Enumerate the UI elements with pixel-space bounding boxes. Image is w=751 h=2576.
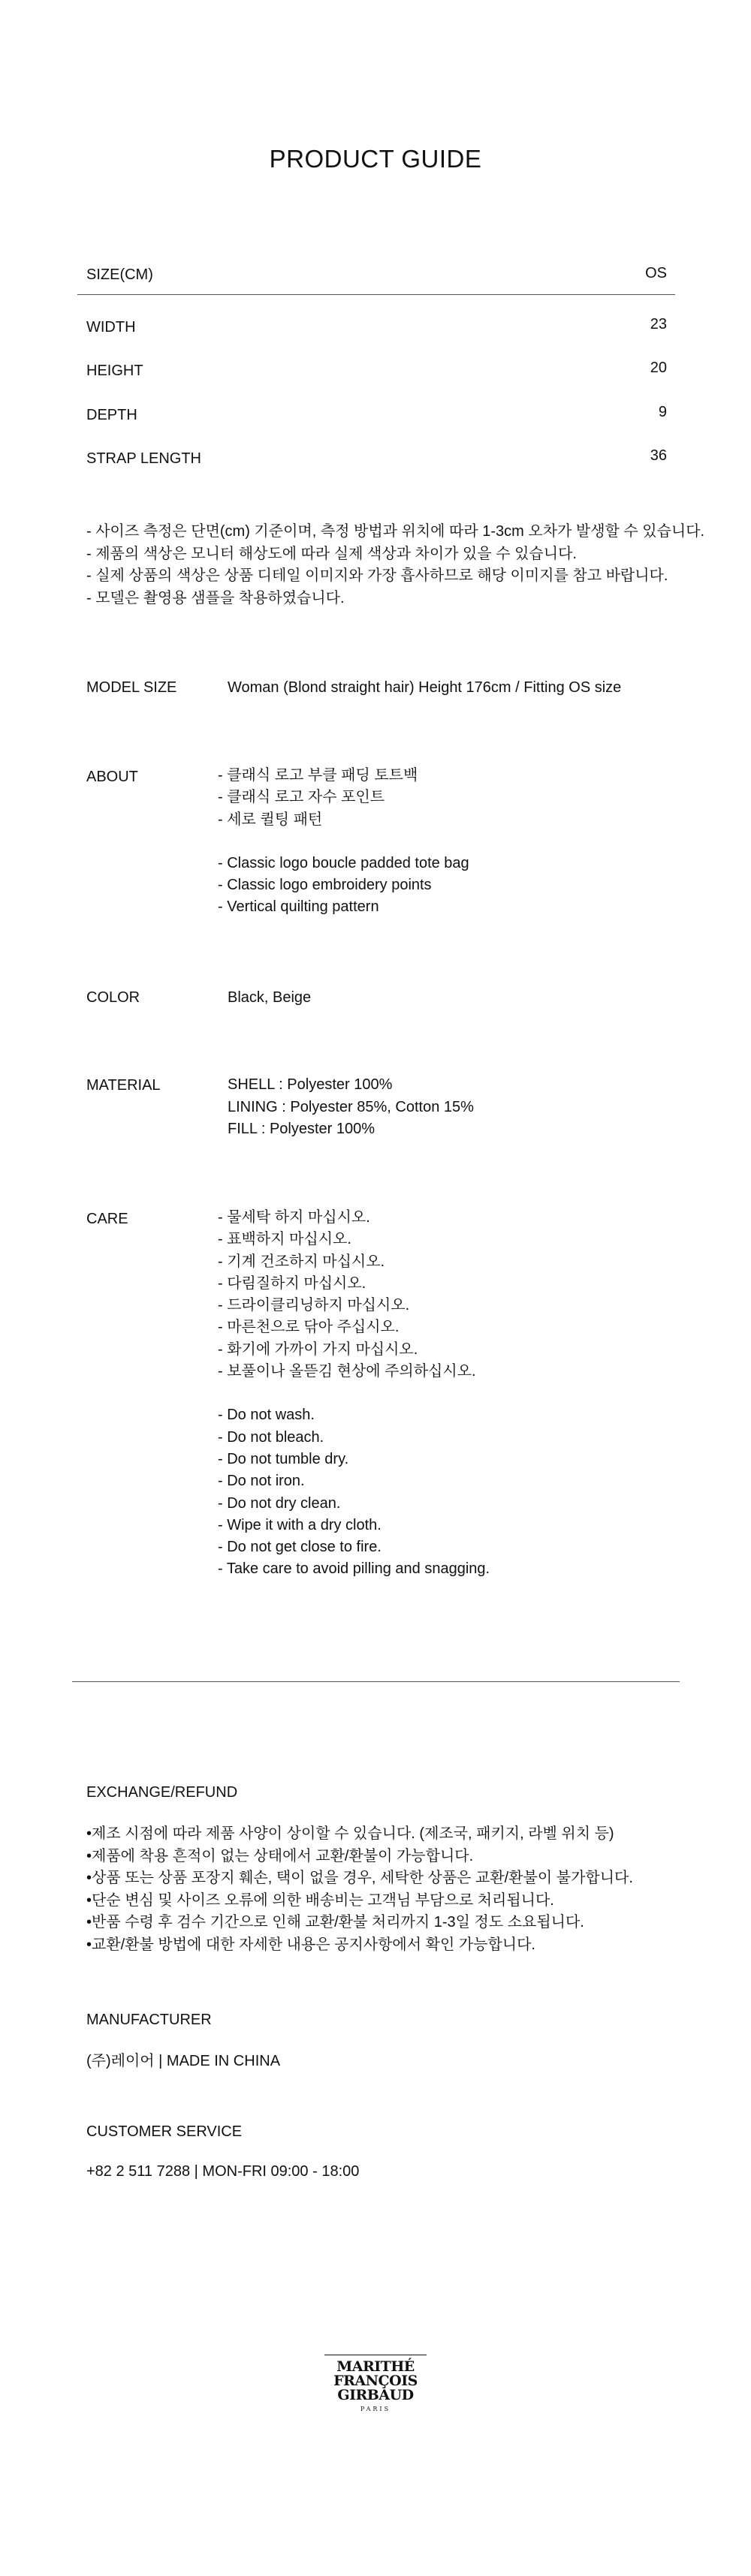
exchange-line: •교환/환불 방법에 대한 자세한 내용은 공지사항에서 확인 가능합니다. — [86, 1936, 535, 1953]
size-row-height-label: HEIGHT — [86, 363, 143, 379]
care-spacer — [218, 1383, 490, 1404]
note-line: - 사이즈 측정은 단면(cm) 기준이며, 측정 방법과 위치에 따라 1-3cm 오차가 발생할 수 있습니다. — [86, 523, 705, 540]
care-line: - Do not dry clean. — [218, 1494, 341, 1512]
size-row-depth-label: DEPTH — [86, 407, 137, 423]
size-row-height-value: 20 — [650, 360, 667, 376]
care-line: - 마른천으로 닦아 주십시오. — [218, 1319, 400, 1336]
exchange-line: •상품 또는 상품 포장지 훼손, 택이 없을 경우, 세탁한 상품은 교환/환불이 불가합니다. — [86, 1870, 633, 1886]
note-line: - 제품의 색상은 모니터 해상도에 따라 실제 색상과 차이가 있을 수 있습니다. — [86, 545, 577, 562]
care-line: - 드라이클리닝하지 마십시오. — [218, 1297, 410, 1314]
care-line: - 물세탁 하지 마십시오. — [218, 1209, 370, 1226]
about-line: - 클래식 로고 부클 패딩 토트백 — [218, 767, 418, 784]
about-line: - Classic logo embroidery points — [218, 877, 432, 894]
care-line: - 기계 건조하지 마십시오. — [218, 1253, 385, 1270]
exchange-line: •단순 변심 및 사이즈 오류에 의한 배송비는 고객님 부담으로 처리됩니다. — [86, 1891, 554, 1909]
logo-subtitle: PARIS — [360, 2406, 391, 2412]
about-body — [218, 765, 469, 919]
size-row-width-value: 23 — [650, 316, 667, 333]
about-line: - 세로 퀼팅 패턴 — [218, 811, 323, 828]
page-title: PRODUCT GUIDE — [269, 145, 482, 173]
note-line: - 실제 상품의 색상은 상품 디테일 이미지와 가장 흡사하므로 해당 이미지를 참고 바랍니다. — [86, 567, 668, 584]
brand-logo — [324, 2359, 427, 2421]
color-value: Black, Beige — [228, 989, 312, 1006]
care-line: - Take care to avoid pilling and snagging. — [218, 1560, 490, 1578]
care-line: - Do not tumble dry. — [218, 1450, 349, 1467]
customer-service-label: CUSTOMER SERVICE — [86, 2123, 243, 2140]
model-size-label: MODEL SIZE — [86, 679, 177, 696]
about-spacer — [218, 831, 469, 853]
material-line: LINING : Polyester 85%, Cotton 15% — [228, 1098, 474, 1115]
section-divider — [72, 1681, 680, 1682]
logo-line-2: FRANÇOIS — [333, 2373, 418, 2389]
care-line: - Do not iron. — [218, 1473, 305, 1490]
exchange-line: •반품 수령 후 검수 기간으로 인해 교환/환불 처리까지 1-3일 정도 소요됩니다. — [86, 1914, 584, 1930]
size-table-divider — [77, 294, 675, 295]
care-line: - Wipe it with a dry cloth. — [218, 1516, 382, 1533]
care-line: - Do not get close to fire. — [218, 1539, 382, 1556]
color-label: COLOR — [86, 989, 140, 1006]
logo-line-1: MARITHÉ — [336, 2358, 415, 2375]
about-line: - 클래식 로고 자수 포인트 — [218, 789, 385, 806]
care-line: - 보풀이나 올뜯김 현상에 주의하십시오. — [218, 1363, 476, 1380]
material-body — [228, 1074, 474, 1141]
size-notes — [86, 521, 704, 609]
care-line: - 다림질하지 마십시오. — [218, 1274, 366, 1292]
size-row-strap-label: STRAP LENGTH — [86, 450, 201, 467]
care-line: - 표백하지 마십시오. — [218, 1231, 351, 1248]
exchange-line: •제조 시점에 따라 제품 사양이 상이할 수 있습니다. (제조국, 패키지, 라벨 위치 등) — [86, 1825, 614, 1842]
about-label: ABOUT — [86, 769, 138, 785]
care-line: - 화기에 가까이 가지 마십시오. — [218, 1341, 418, 1358]
model-size-value: Woman (Blond straight hair) Height 176cm / Fitting OS size — [228, 679, 622, 696]
care-line: - Do not bleach. — [218, 1428, 324, 1446]
size-header-value: OS — [645, 265, 667, 281]
exchange-label: EXCHANGE/REFUND — [86, 1784, 238, 1801]
care-label: CARE — [86, 1211, 128, 1227]
note-line: - 모델은 촬영용 샘플을 착용하였습니다. — [86, 589, 345, 606]
exchange-body — [86, 1823, 633, 1956]
size-header-label: SIZE(CM) — [86, 266, 153, 283]
manufacturer-label: MANUFACTURER — [86, 2012, 212, 2028]
size-row-strap-value: 36 — [650, 447, 667, 464]
size-row-depth-value: 9 — [658, 404, 667, 420]
material-line: SHELL : Polyester 100% — [228, 1076, 393, 1093]
exchange-line: •제품에 착용 흔적이 없는 상태에서 교환/환불이 가능합니다. — [86, 1847, 474, 1864]
care-line: - Do not wash. — [218, 1407, 315, 1424]
manufacturer-value: (주)레이어 | MADE IN CHINA — [86, 2053, 281, 2069]
about-line: - Classic logo boucle padded tote bag — [218, 854, 469, 871]
care-body — [218, 1207, 490, 1581]
material-label: MATERIAL — [86, 1077, 161, 1094]
logo-line-3: GIRBAUD — [337, 2387, 414, 2403]
about-line: - Vertical quilting pattern — [218, 898, 379, 916]
customer-service-value: +82 2 511 7288 | MON-FRI 09:00 - 18:00 — [86, 2163, 360, 2180]
size-row-width-label: WIDTH — [86, 319, 136, 336]
material-line: FILL : Polyester 100% — [228, 1121, 376, 1137]
